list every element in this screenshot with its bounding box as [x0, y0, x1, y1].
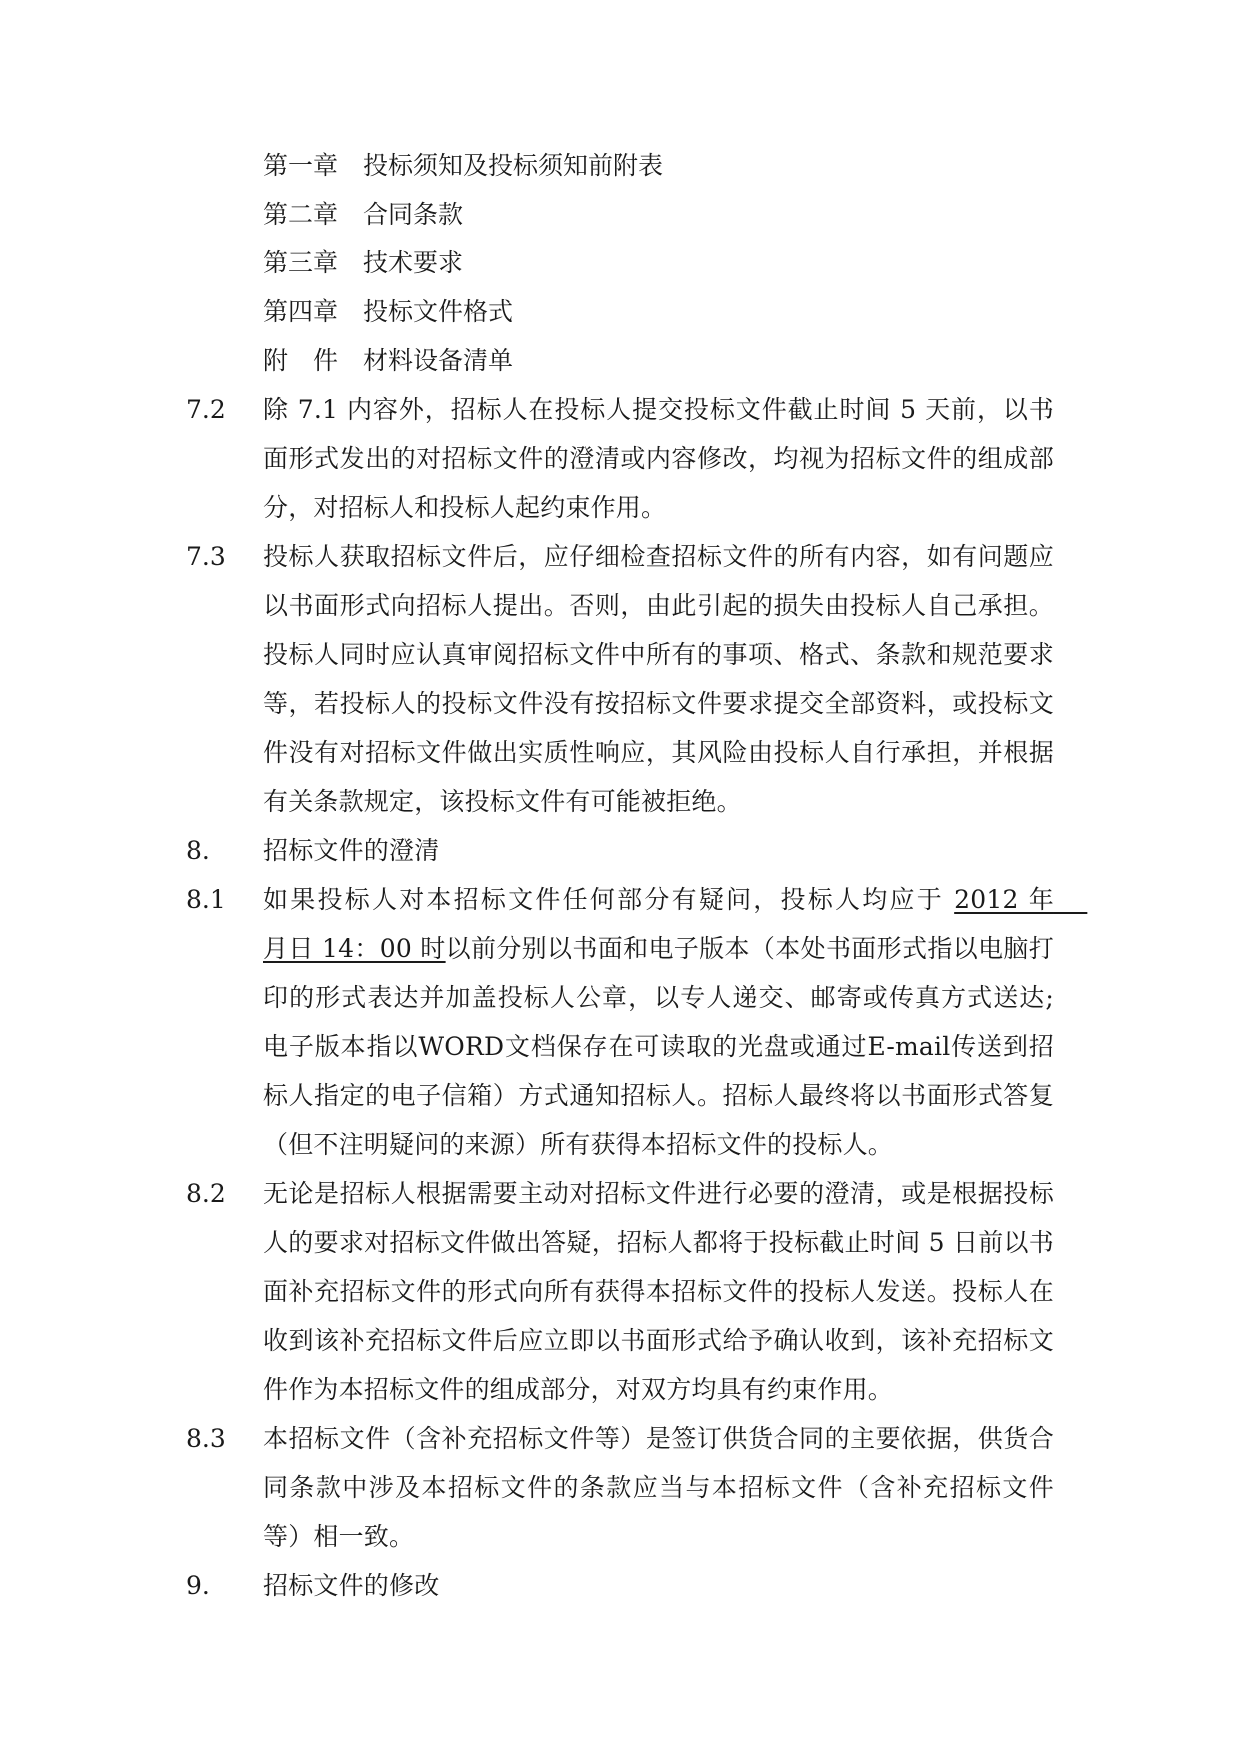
section-9-heading: [186, 1561, 1054, 1610]
clause-number: 7.3: [186, 542, 226, 571]
clause-number: 8.1: [186, 885, 226, 914]
chapter-item: [263, 288, 1063, 337]
chapter-title: 投标文件格式: [363, 297, 514, 327]
clause-7-3: [186, 532, 1054, 826]
clause-8-1: [186, 875, 1088, 1169]
chapter-title: 投标须知及投标须知前附表: [363, 151, 664, 180]
chapter-item: [263, 191, 1063, 240]
chapter-item: [263, 337, 1063, 386]
chapter-title: 材料设备清单: [363, 345, 514, 375]
chapter-label: 第二章: [263, 199, 339, 229]
chapter-item: [263, 142, 1063, 191]
chapter-title: 合同条款: [363, 199, 464, 229]
clause-number: 9.: [186, 1571, 210, 1600]
clause-7-2: [186, 385, 1054, 532]
clause-number: 7.2: [186, 395, 226, 424]
clause-text: [263, 875, 1088, 1169]
clause-text-part: 如果投标人对本招标文件任何部分有疑问，投标人均应于: [263, 885, 955, 914]
section-title: 招标文件的修改: [263, 1571, 440, 1600]
chapter-label: 第三章: [263, 248, 339, 278]
chapter-label: 第四章: [263, 297, 339, 327]
clause-number: 8.2: [186, 1179, 226, 1208]
section-8-heading: [186, 826, 1054, 875]
clause-8-2: [186, 1169, 1054, 1414]
chapter-list: [263, 142, 1063, 385]
clause-8-3: [186, 1414, 1054, 1561]
chapter-item: [263, 239, 1063, 288]
clause-text: 投标人获取招标文件后，应仔细检查招标文件的所有内容，如有问题应以书面形式向招标人提出。否则，由此引起的损失由投标人自己承担。投标人同时应认真审阅招标文件中所有的事项、格式、条款和规范要求等，若投标人的投标文件没有按招标文件要求提交全部资料，或投标文件没有对招标文件做出实质性响应，其风险由投标人自行承担，并根据有关条款规定，该投标文件有可能被拒绝。: [263, 542, 1054, 816]
clause-text: 本招标文件（含补充招标文件等）是签订供货合同的主要依据，供货合同条款中涉及本招标文件的条款应当与本招标文件（含补充招标文件等）相一致。: [263, 1424, 1054, 1551]
clause-number: 8.3: [186, 1424, 226, 1453]
clause-text: 无论是招标人根据需要主动对招标文件进行必要的澄清，或是根据投标人的要求对招标文件做出答疑，招标人都将于投标截止时间 5 日前以书面补充招标文件的形式向所有获得本招标文件的投标人发送。投标人在收到该补充招标文件后应立即以书面形式给予确认收到，该补充招标文件作为本招标文件的组成部分，对双方均具有约束作用。: [263, 1179, 1054, 1404]
clause-text: 除 7.1 内容外，招标人在投标人提交投标文件截止时间 5 天前，以书面形式发出的对招标文件的澄清或内容修改，均视为招标文件的组成部分，对招标人和投标人起约束作用。: [263, 395, 1054, 522]
clause-list: [0, 385, 1241, 1610]
chapter-label: 附 件: [263, 345, 339, 375]
deadline-underlined: 2012 年 月日 14：00 时: [263, 885, 1088, 963]
chapter-title: 技术要求: [363, 248, 464, 278]
section-title: 招标文件的澄清: [263, 836, 440, 865]
clause-text-part: 以前分别以书面和电子版本（本处书面形式指以电脑打印的形式表达并加盖投标人公章，以专人递交、邮寄或传真方式送达; 电子版本指以WORD文档保存在可读取的光盘或通过E-mail传送到招标人指定的电子信箱）方式通知招标人。招标人最终将以书面形式答复（但不注明疑问的来源）所有获得本招标文件的投标人。: [263, 934, 1054, 1159]
clause-number: 8.: [186, 836, 210, 865]
chapter-label: 第一章: [263, 151, 339, 180]
